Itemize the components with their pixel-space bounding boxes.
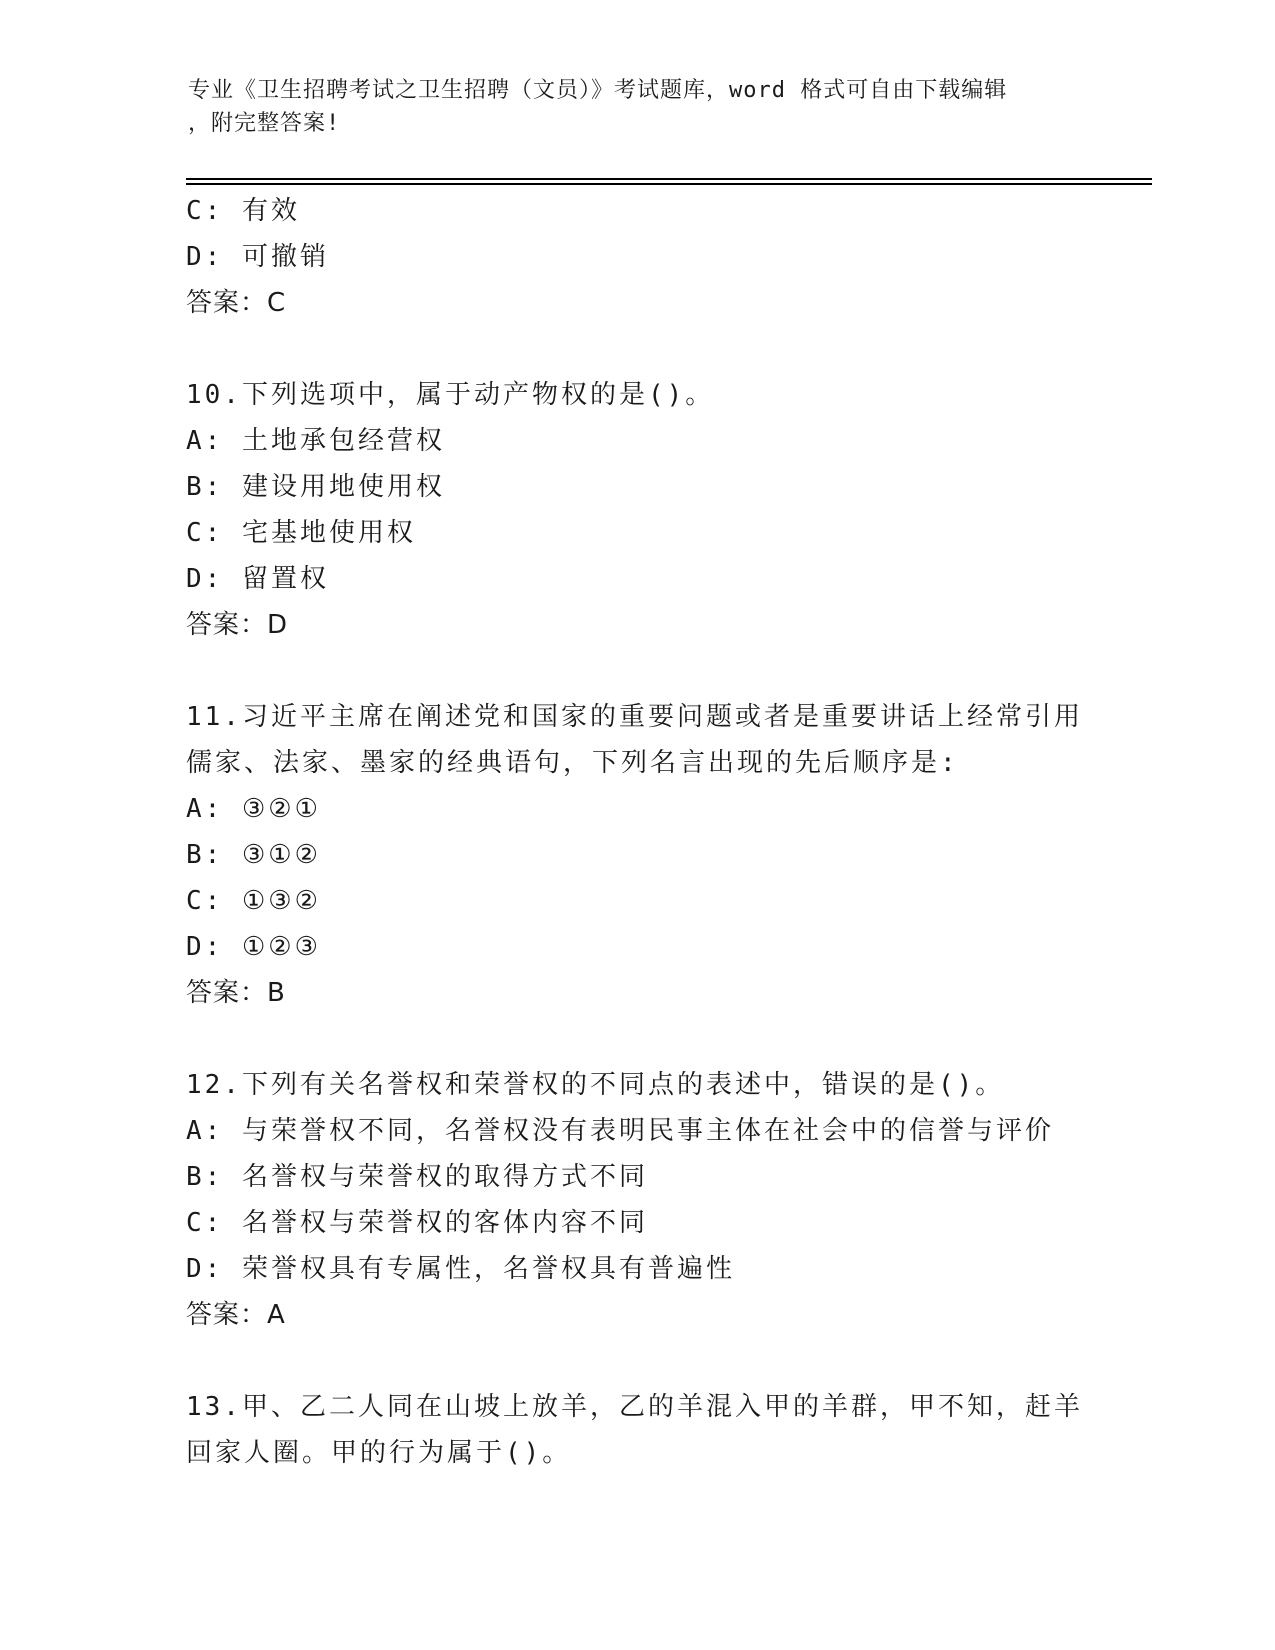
option-c: C: 宅基地使用权 <box>186 518 416 548</box>
question-11 <box>186 694 1086 1016</box>
header-line-1: 专业《卫生招聘考试之卫生招聘（文员）》考试题库，word 格式可自由下载编辑 <box>188 78 1008 103</box>
option-d: D: 可撤销 <box>186 242 329 272</box>
prev-question <box>186 188 1086 326</box>
answer: 答案：A <box>186 1300 286 1330</box>
document-header <box>188 74 1088 140</box>
question-list <box>186 188 1086 1476</box>
option-d: D: 荣誉权具有专属性，名誉权具有普遍性 <box>186 1254 735 1284</box>
answer: 答案：B <box>186 978 286 1008</box>
option-c: C: 有效 <box>186 196 300 226</box>
question-13 <box>186 1384 1086 1476</box>
option-d: D: 留置权 <box>186 564 329 594</box>
option-a: A: ③②① <box>186 794 321 824</box>
option-d: D: ①②③ <box>186 932 321 962</box>
question-text-line-1: 13.甲、乙二人同在山坡上放羊，乙的羊混入甲的羊群，甲不知，赶羊 <box>186 1392 1083 1422</box>
option-c: C: ①③② <box>186 886 321 916</box>
question-text: 10.下列选项中，属于动产物权的是()。 <box>186 380 715 410</box>
option-b: B: 名誉权与荣誉权的取得方式不同 <box>186 1162 648 1192</box>
option-b: B: 建设用地使用权 <box>186 472 445 502</box>
question-text-line-2: 儒家、法家、墨家的经典语句，下列名言出现的先后顺序是: <box>186 748 959 778</box>
question-text-line-2: 回家人圈。甲的行为属于()。 <box>186 1438 572 1468</box>
header-line-2: ，附完整答案! <box>188 111 341 136</box>
option-c: C: 名誉权与荣誉权的客体内容不同 <box>186 1208 648 1238</box>
question-text-line-1: 11.习近平主席在阐述党和国家的重要问题或者是重要讲话上经常引用 <box>186 702 1083 732</box>
option-a: A: 与荣誉权不同，名誉权没有表明民事主体在社会中的信誉与评价 <box>186 1116 1054 1146</box>
option-b: B: ③①② <box>186 840 321 870</box>
answer: 答案：C <box>186 288 287 318</box>
header-divider-bottom <box>186 183 1152 185</box>
question-text: 12.下列有关名誉权和荣誉权的不同点的表述中，错误的是()。 <box>186 1070 1005 1100</box>
header-divider-top <box>186 178 1152 180</box>
answer: 答案：D <box>186 610 289 640</box>
question-10 <box>186 372 1086 648</box>
option-a: A: 土地承包经营权 <box>186 426 445 456</box>
question-12 <box>186 1062 1086 1338</box>
